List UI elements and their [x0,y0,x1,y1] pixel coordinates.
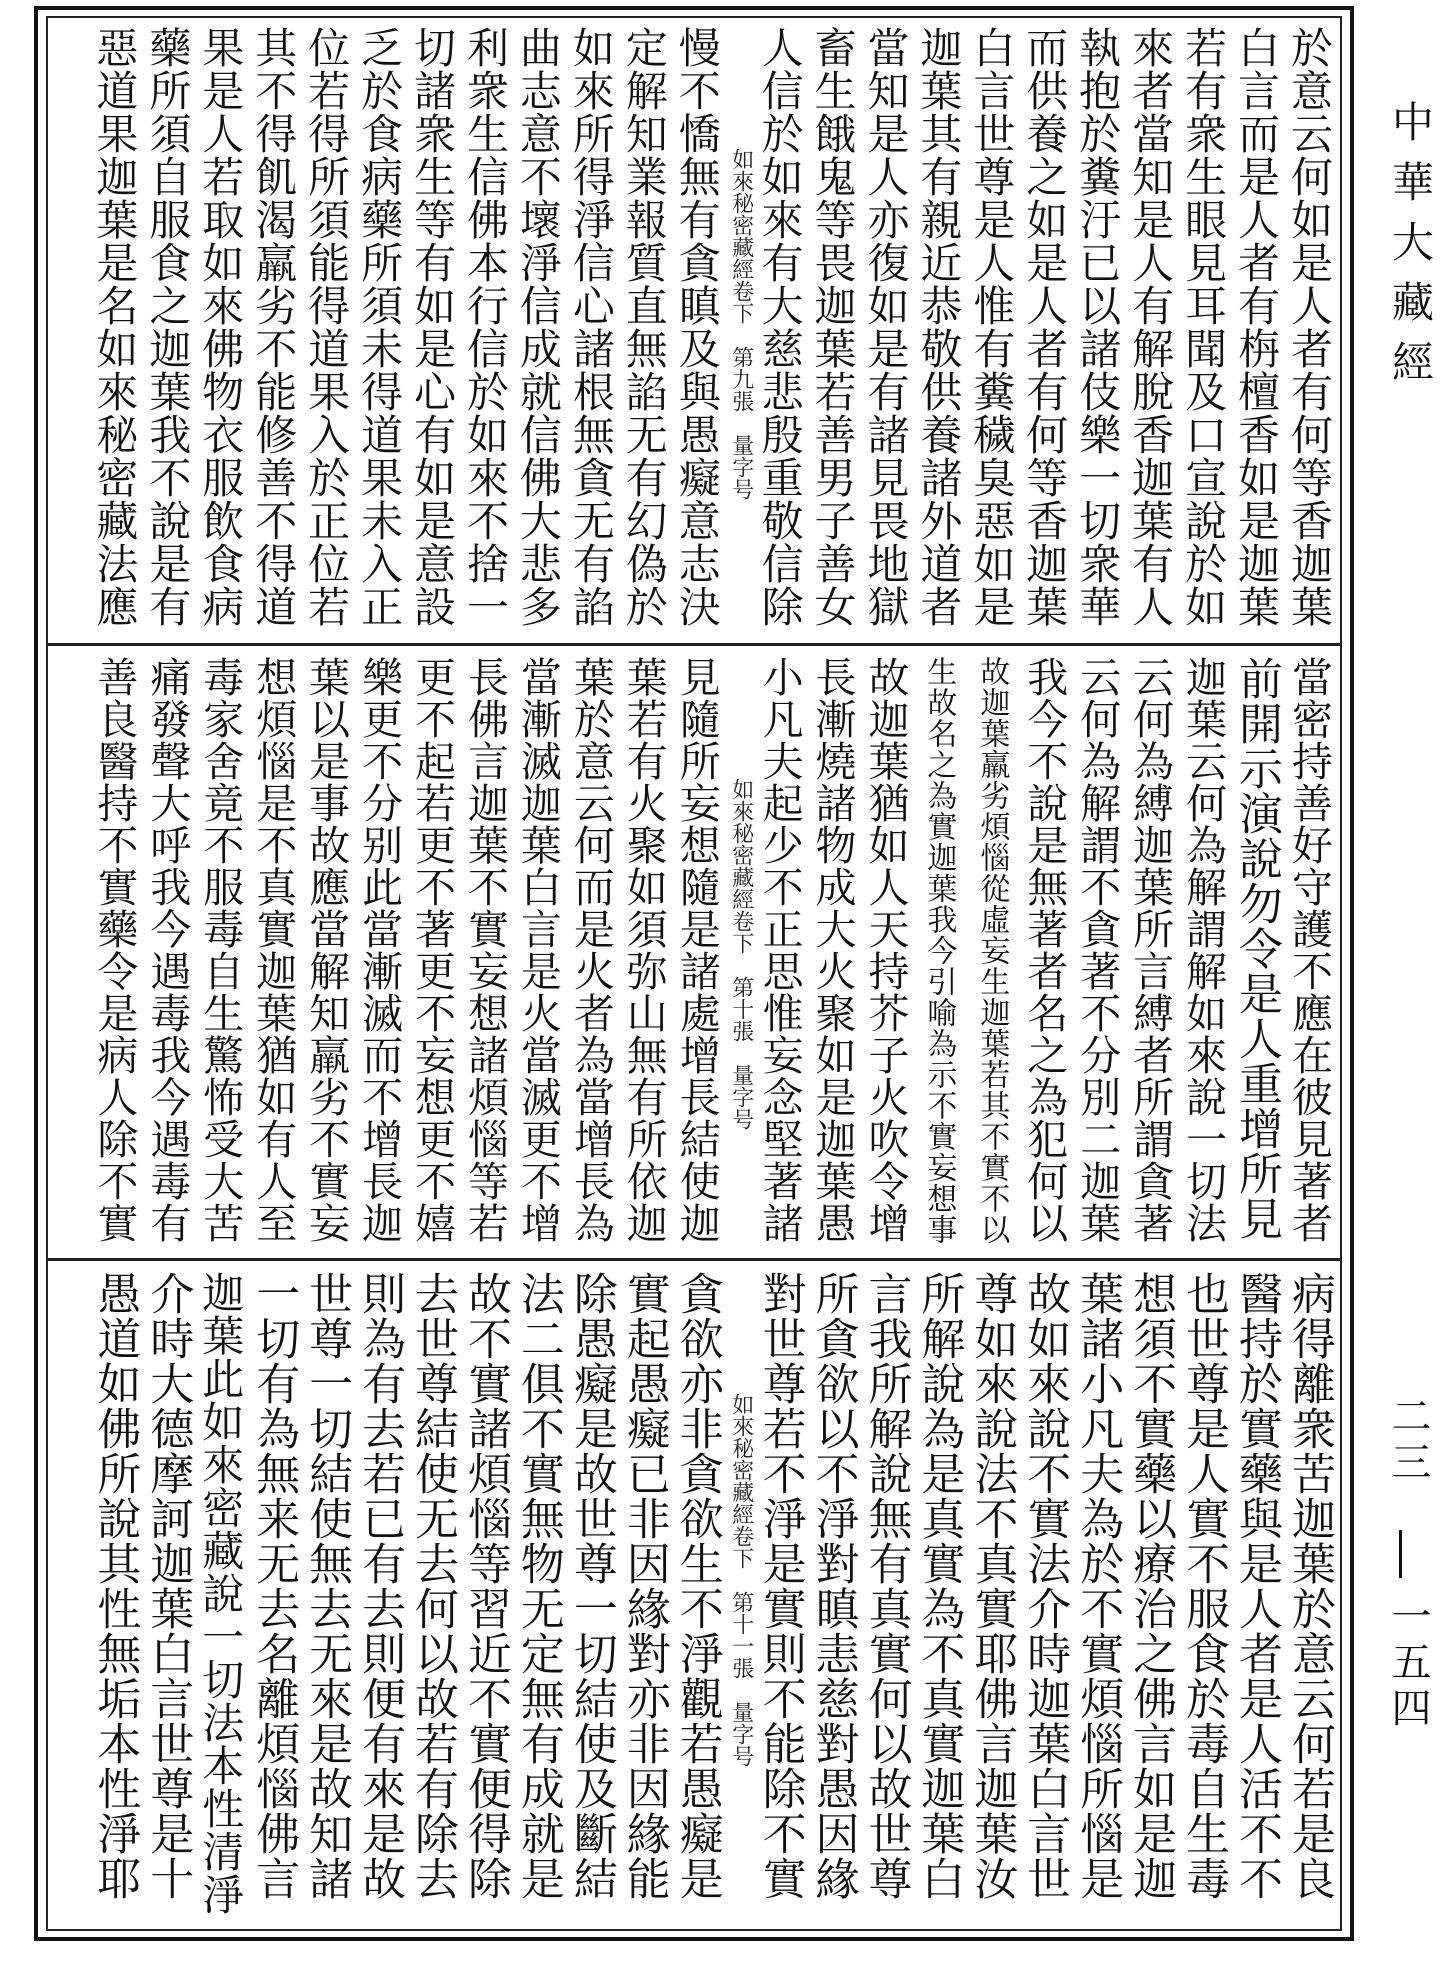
text-column: 其不得飢渴羸劣不能修善不得道 [249,26,299,628]
text-column: 迦葉此如來密藏說一切法本性清淨 [196,1271,246,1916]
text-column: 更不起若更不著更不妄想更不嬉 [408,656,456,1244]
text-column: 定解知業報質直無諂无有幻偽於 [619,26,669,628]
text-column: 長漸燒諸物成大火聚如是迦葉愚 [808,656,857,1244]
text-column: 醫持於實藥與是人者是人活不不 [1231,1271,1283,1901]
text-column: 對世尊若不淨是實則不能除不實 [754,1271,806,1901]
text-column: 樂更不分别此當漸滅而不增長迦 [355,656,404,1244]
text-column: 當密持善好守護不應在彼見著者 [1284,656,1333,1244]
collection-title: 中華大藏經 [1386,100,1435,400]
text-column: 也世尊是人實不服食於毒自生毒 [1178,1271,1230,1901]
text-column: 則為有去若已有去則便有來是故 [354,1271,406,1901]
text-column: 若有衆生眼見耳聞及口宣說於如 [1179,26,1229,628]
text-column: 愚道如佛所說其性無垢本性淨耶 [89,1271,141,1901]
text-column: 畜生餓鬼等畏迦葉若善男子善女 [808,26,858,628]
text-column: 人信於如來有大慈悲殷重敬信除 [755,26,805,628]
text-column: 惡道果迦葉是名如來秘密藏法應 [90,26,140,628]
text-column: 言我所解說無有真實何以故世尊 [860,1271,912,1901]
text-column: 生故名之為實迦葉我今引喻為示不實妄想事 [921,656,957,1245]
text-column: 所貪欲以不淨對瞋恚慈對愚因緣 [807,1271,859,1901]
text-column: 小凡夫起少不正思惟妄念堅著諸 [755,656,804,1244]
text-column: 藥所須自服食之迦葉我不說是有 [143,26,193,628]
text-column: 毒家舍竟不服毒自生驚怖受大苦 [196,656,245,1244]
text-section-bottom [62,1263,1335,1933]
text-column: 白言世尊是人惟有糞穢臭惡如是 [967,26,1017,628]
text-column: 迦葉云何為解謂解如來說一切法 [1179,656,1228,1244]
text-column: 故迦葉猶如人天持芥子火吹令增 [861,656,910,1244]
text-column: 前開示演說勿令是人重增所見 [1231,656,1283,1241]
text-column: 利衆生信佛本行信於如來不捨一 [460,26,510,628]
text-column: 法二俱不實無物无定無有成就是 [512,1271,564,1901]
text-column: 所解說為是真實為不真實迦葉白 [913,1271,965,1901]
text-column: 想須不實藥以療治之佛言如是迦 [1125,1271,1177,1901]
text-column: 想煩惱是不真實迦葉猶如有人至 [249,656,298,1244]
text-column: 果是人若取如來佛物衣服飲食病 [196,26,246,628]
text-column: 貪欲亦非貪欲生不淨觀若愚癡是 [671,1271,723,1901]
page-number-top: 二三 [1385,1395,1431,1487]
text-column: 如來所得淨信心諸根無貪无有諂 [566,26,616,628]
text-column: 當知是人亦復如是有諸見畏地獄 [861,26,911,628]
text-section-middle [62,648,1333,1258]
text-column: 痛發聲大呼我今遇毒我今遇毒有 [143,656,192,1244]
text-column: 世尊一切結使無去无來是故知諸 [301,1271,353,1901]
text-section-top [62,18,1334,643]
text-column: 一切有為無来无去名離煩惱佛言 [248,1271,300,1901]
text-column: 乏於食病藥所須未得道果未入正 [355,26,405,628]
text-column: 故如來說不實法介時迦葉白言世 [1019,1271,1071,1901]
text-column: 除愚癡是故世尊一切結使及斷結 [565,1271,617,1901]
text-column: 去世尊結使无去何以故若有除去 [407,1271,458,1901]
text-column: 介時大德摩訶迦葉白言世尊是十 [142,1271,194,1901]
text-column: 葉以是事故應當解知羸劣不實妄 [302,656,351,1244]
text-column: 來者當知是人有解脫香迦葉有人 [1126,26,1176,628]
margin-note: 如來秘密藏經卷下 第十一張 量字号 [728,1393,754,1767]
text-column: 於意云何如是人者有何等香迦葉 [1284,26,1334,628]
text-column: 病得離衆苦迦葉於意云何若是良 [1283,1271,1335,1901]
text-column: 迦葉其有親近恭敬供養諸外道者 [914,26,964,628]
text-column: 執抱於糞汙已以諸伎樂一切衆華 [1073,26,1123,628]
text-column: 云何為解謂不貪著不分別二迦葉 [1073,656,1122,1244]
text-column: 云何為縛迦葉所言縛者所謂貪著 [1126,656,1175,1244]
margin-note: 如來秘密藏經卷下 第十張 量字号 [728,778,754,1130]
text-column: 位若得所須能得道果入於正位若 [302,26,352,628]
margin-note: 如來秘密藏經卷下 第九張 量字号 [728,148,754,500]
section-divider [48,1258,1340,1261]
section-divider [48,643,1340,646]
text-column: 而供養之如是人者有何等香迦葉 [1020,26,1070,628]
page-number-bottom: 一五四 [1385,1595,1431,1733]
page-number-rule [1399,1530,1402,1578]
page-frame [34,6,1354,1941]
text-column: 葉若有火聚如須弥山無有所依迦 [619,656,668,1244]
text-column: 長佛言迦葉不實妄想諸煩惱等若 [460,656,509,1244]
text-column: 善良醫持不實藥令是病人除不實 [90,656,139,1244]
text-column: 葉諸小凡夫為於不實煩惱所惱是 [1072,1271,1124,1901]
page-inner-frame [46,16,1342,1931]
text-column: 尊如來說法不真實耶佛言迦葉汝 [966,1271,1018,1901]
text-column: 白言而是人者有栴檀香如是迦葉 [1232,26,1282,628]
text-column: 葉於意云何而是火者為當增長為 [566,656,615,1244]
text-column: 當漸滅迦葉白言是火當滅更不增 [513,656,562,1244]
text-column: 實起愚癡已非因緣對亦非因緣能 [618,1271,670,1901]
text-column: 故迦葉羸劣煩惱從虛妄生迦葉若其不實不以 [974,656,1010,1245]
text-column: 我今不說是無著者名之為犯何以 [1020,656,1069,1244]
text-column: 曲志意不壞淨信成就信佛大悲多 [513,26,563,628]
text-column: 故不實諸煩惱等習近不實便得除 [459,1271,511,1901]
text-column: 慢不憍無有貪瞋及與愚癡意志決 [672,26,722,628]
text-column: 見隨所妄想隨是諸處增長結使迦 [672,656,721,1244]
text-column: 切諸衆生等有如是心有如是意設 [408,26,457,628]
